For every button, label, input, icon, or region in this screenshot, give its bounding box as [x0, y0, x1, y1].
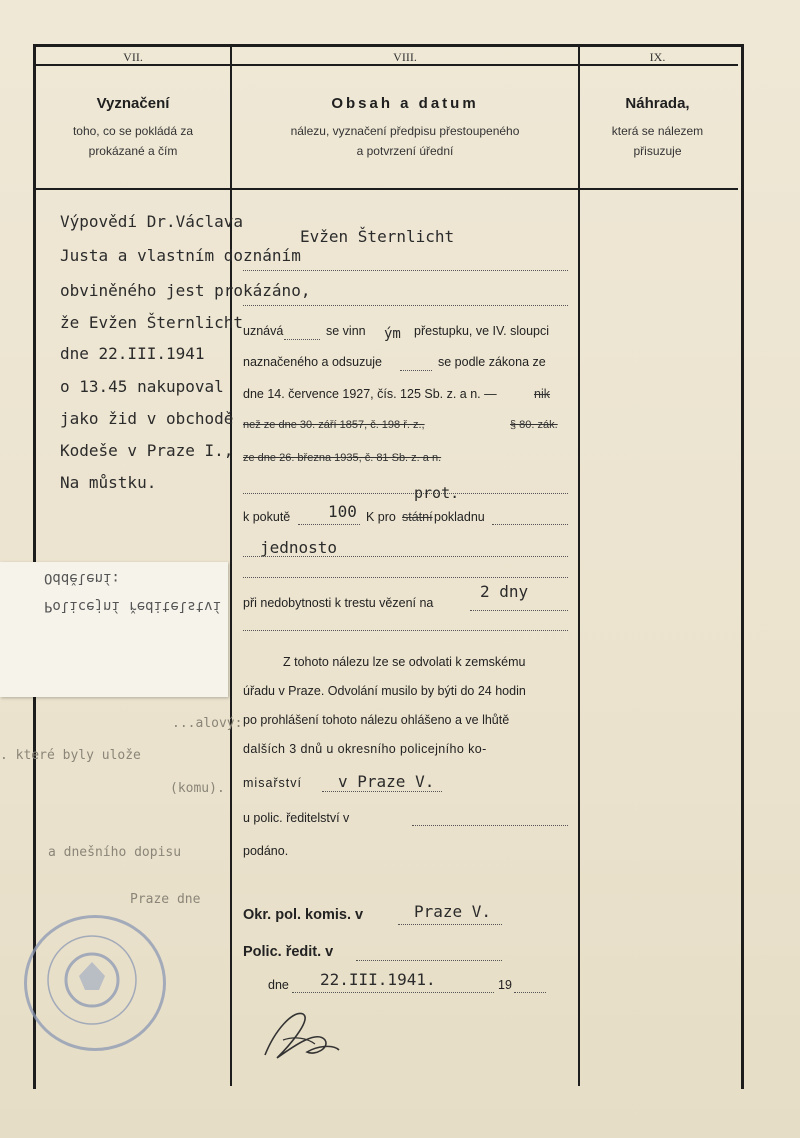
finding-line: o 13.45 nakupoval: [60, 377, 224, 396]
fine-amount: 100: [328, 502, 357, 521]
col8-subtitle-line: nálezu, vyznačení předpisu přestoupeného: [290, 124, 520, 138]
struck-zakon-1935: ze dne 26. března 1935, č. 81 Sb. z. a n.: [243, 452, 442, 464]
appeal-line: dalších 3 dnů u okresního policejního ko-: [243, 742, 487, 756]
dotted-line: [243, 305, 568, 306]
zakon-1927-text: dne 14. července 1927, čís. 125 Sb. z. a n. —: [243, 387, 497, 401]
decision-date: 22.III.1941.: [320, 970, 436, 989]
okr-komis-place: Praze V.: [414, 902, 492, 921]
uznava-text: uznává: [243, 324, 284, 338]
dotted-line: [412, 825, 568, 826]
dotted-line: [243, 270, 568, 271]
finding-line: jako žid v obchodě: [60, 409, 234, 428]
podano-text: podáno.: [243, 844, 289, 858]
official-seal-stamp: [24, 915, 166, 1051]
finding-line: dne 22.III.1941: [60, 344, 205, 363]
okr-komis-label: Okr. pol. komis. v: [243, 907, 364, 923]
dotted-line: [492, 524, 568, 525]
podle-zakona-text: se podle zákona ze: [438, 355, 546, 369]
col8-subtitle: [232, 121, 578, 161]
finding-line: Kodeše v Praze I.,: [60, 441, 234, 460]
dotted-line: [243, 577, 568, 578]
struck-nik: nik: [534, 387, 550, 401]
slip-line: [44, 570, 120, 586]
dotted-line: [243, 493, 568, 494]
prestupku-text: přestupku, ve IV. sloupci: [414, 324, 550, 338]
polic-reditelstvi-text: u polic. ředitelství v: [243, 811, 350, 825]
col7-subtitle-line: prokázané a čím: [88, 144, 178, 158]
col9-subtitle-line: která se nálezem: [611, 124, 704, 138]
bleed-text: . které byly ulože: [0, 748, 141, 763]
column-number-7: VII.: [123, 50, 143, 64]
col8-subtitle-line: a potvrzení úřední: [356, 144, 454, 158]
dotted-line: [398, 924, 502, 925]
prot-note: prot.: [414, 484, 460, 502]
bleed-text: (komu).: [170, 781, 225, 796]
seal-emblem: [27, 918, 157, 1042]
col9-title: Náhrada,: [625, 95, 690, 112]
pokute-label: k pokutě: [243, 510, 291, 524]
slip-line: [44, 598, 221, 614]
finding-line: Justa a vlastním doznáním: [60, 246, 301, 265]
finding-line: Výpovědí Dr.Václava: [60, 212, 244, 231]
dotted-line: [243, 630, 568, 631]
struck-statni: státní: [402, 510, 433, 524]
komisarstvi-place: v Praze V.: [338, 772, 435, 791]
year-suffix: 19: [498, 978, 512, 992]
pokladnu-text: pokladnu: [434, 510, 485, 524]
dotted-line: [292, 992, 494, 993]
bleed-text: a dnešního dopisu: [48, 845, 182, 860]
slip-line-text: Oddělení:: [44, 570, 120, 586]
k-pro-text: K pro: [366, 510, 396, 524]
dotted-line: [243, 556, 568, 557]
slip-line-text: Policejní ředitelství: [44, 598, 222, 614]
fine-amount-words: jednosto: [260, 538, 338, 557]
bleed-text: Praze dne: [130, 892, 201, 907]
col7-title: Vyznačení: [96, 95, 170, 112]
col9-subtitle-line: přisuzuje: [633, 144, 682, 158]
dotted-line: [284, 339, 320, 340]
finding-line: obviněného jest prokázáno,: [60, 281, 311, 300]
appeal-line: Z tohoto nálezu lze se odvolati k zemskému: [283, 655, 526, 669]
column-number-8: VIII.: [393, 50, 417, 64]
column-number-9: IX.: [649, 50, 666, 64]
appeal-line: po prohlášení tohoto nálezu ohlášeno a ve lhůtě: [243, 713, 510, 727]
col8-title: Obsah a datum: [331, 95, 479, 112]
bleed-text: ...alový:: [172, 716, 243, 731]
col7-subtitle: [36, 121, 230, 161]
defendant-name: Evžen Šternlicht: [300, 227, 455, 246]
vezeni-label: při nedobytnosti k trestu vězení na: [243, 596, 434, 610]
col7-subtitle-line: toho, co se pokládá za: [72, 124, 194, 138]
komisarstvi-text: misařství: [243, 776, 302, 790]
dotted-line: [298, 524, 360, 525]
dne-label: dne: [268, 978, 289, 992]
naznaceneho-text: naznačeného a odsuzuje: [243, 355, 383, 369]
struck-par-80: § 80. zák.: [510, 419, 558, 431]
dotted-line: [356, 960, 502, 961]
vinn-suffix: ým: [384, 326, 401, 342]
prison-term: 2 dny: [480, 582, 529, 601]
column-divider-8-9: [578, 47, 580, 1086]
finding-line: Na můstku.: [60, 473, 157, 492]
finding-line: že Evžen Šternlicht: [60, 313, 244, 332]
header-rule-bottom: [36, 188, 738, 190]
attached-slip: [0, 562, 228, 697]
column-divider-7-8: [230, 47, 232, 1086]
struck-zakon-1857: než ze dne 30. září 1857, č. 198 ř. z.,: [243, 419, 425, 431]
col9-subtitle: [580, 121, 735, 161]
polic-redit-label: Polic. ředit. v: [243, 944, 334, 960]
appeal-line: úřadu v Praze. Odvolání musilo by býti do 24 hodin: [243, 684, 526, 698]
dotted-line: [470, 610, 568, 611]
se-vinn-text: se vinn: [326, 324, 366, 338]
dotted-line: [400, 370, 432, 371]
official-signature: [255, 1000, 345, 1070]
dotted-line: [514, 992, 546, 993]
dotted-line: [322, 791, 442, 792]
